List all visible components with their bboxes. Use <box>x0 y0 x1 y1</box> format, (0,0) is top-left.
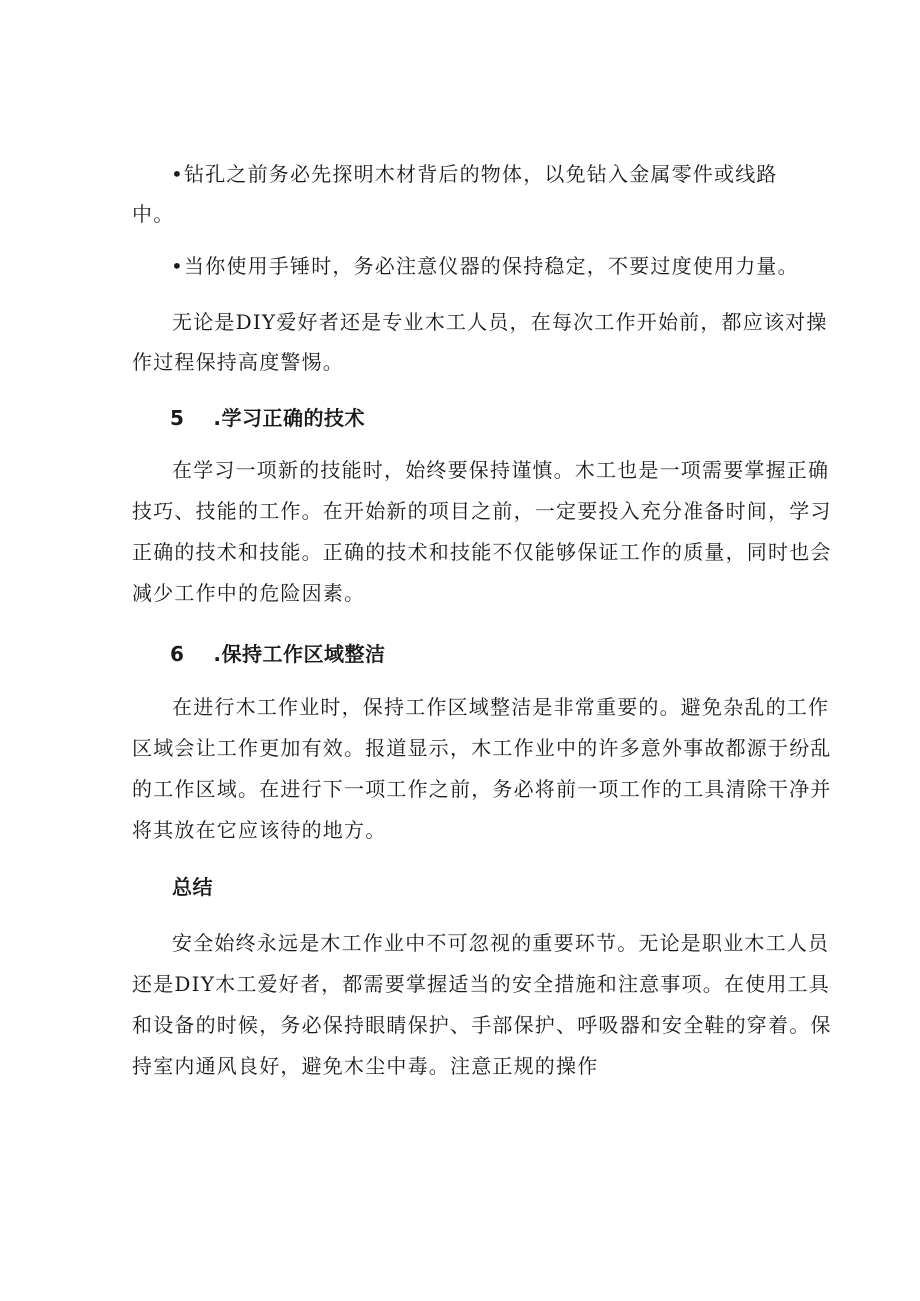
section6-title: .保持工作区域整洁 <box>213 642 386 666</box>
intro-paragraph-line2: 作过程保持高度警惕。 <box>132 350 344 374</box>
section5-title: .学习正确的技术 <box>213 406 365 430</box>
bullet-hammer: •当你使用手锤时，务必注意仪器的保持稳定，不要过度使用力量。 <box>171 254 799 278</box>
summary-heading: 总结 <box>172 875 213 899</box>
section5-paragraph-line3: 正确的技术和技能。正确的技术和技能不仅能够保证工作的质量，同时也会 <box>132 540 832 564</box>
section5-heading <box>170 404 365 432</box>
section6-paragraph-line1: 在进行木工作业时，保持工作区域整洁是非常重要的。避免杂乱的工作 <box>172 695 830 719</box>
section6-number: 6 <box>170 642 185 666</box>
section6-heading <box>170 640 385 668</box>
intro-paragraph-line1: 无论是DIY爱好者还是专业木工人员，在每次工作开始前，都应该对操 <box>172 310 828 334</box>
bullet-drill-line1: •钻孔之前务必先探明木材背后的物体，以免钻入金属零件或线路 <box>171 162 778 186</box>
summary-paragraph-line4: 持室内通风良好，避免木尘中毒。注意正规的操作 <box>132 1054 599 1078</box>
section5-paragraph-line4: 减少工作中的危险因素。 <box>132 581 366 605</box>
section5-paragraph-line1: 在学习一项新的技能时，始终要保持谨慎。木工也是一项需要掌握正确 <box>172 458 830 482</box>
section6-paragraph-line3: 的工作区域。在进行下一项工作之前，务必将前一项工作的工具清除干净并 <box>132 777 832 801</box>
section6-paragraph-line2: 区域会让工作更加有效。报道显示，木工作业中的许多意外事故都源于纷乱 <box>132 736 832 760</box>
section6-paragraph-line4: 将其放在它应该待的地方。 <box>132 818 387 842</box>
section5-paragraph-line2: 技巧、技能的工作。在开始新的项目之前，一定要投入充分准备时间，学习 <box>132 499 832 523</box>
summary-paragraph-line2: 还是DIY木工爱好者，都需要掌握适当的安全措施和注意事项。在使用工具 <box>132 972 830 996</box>
bullet-drill-line2: 中。 <box>132 202 175 226</box>
section5-number: 5 <box>170 406 185 430</box>
summary-paragraph-line3: 和设备的时候，务必保持眼睛保护、手部保护、呼吸器和安全鞋的穿着。保 <box>132 1013 832 1037</box>
summary-paragraph-line1: 安全始终永远是木工作业中不可忽视的重要环节。无论是职业木工人员 <box>172 931 830 955</box>
